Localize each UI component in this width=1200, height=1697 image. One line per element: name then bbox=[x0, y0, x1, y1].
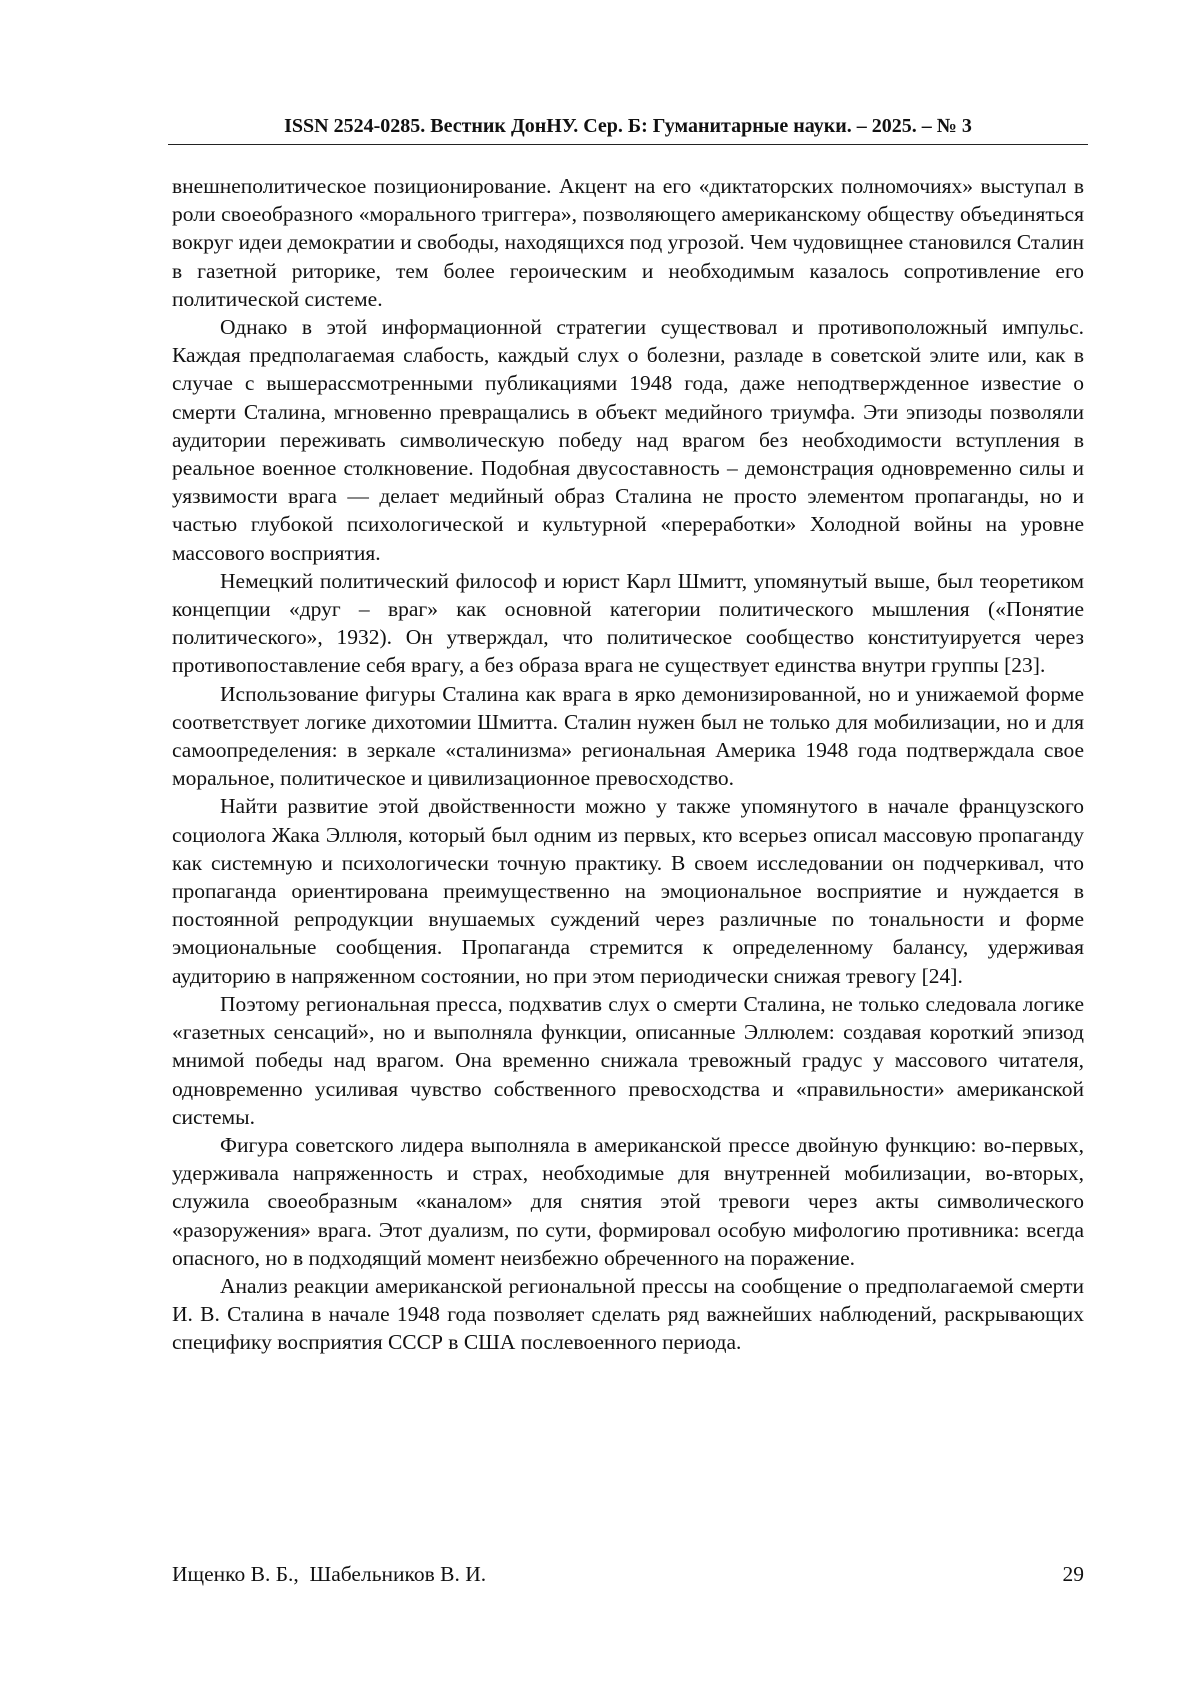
paragraph-1: внешнеполитическое позиционирование. Акцент на его «диктаторских полномочиях» выступал в роли своеобразного «морального триггера», позволяющего американскому обществу объединяться вокруг идеи демократии и свободы, находящихся под угрозой. Чем чудовищнее становился Сталин в газетной риторике, тем более героическим и необходимым казалось сопротивление его политической системе. bbox=[172, 174, 1084, 311]
paragraph-5: Найти развитие этой двойственности можно у также упомянутого в начале французского социолога Жака Эллюля, который был одним из первых, кто всерьез описал массовую пропаганду как системную и психологически точную практику. В своем исследовании он подчеркивал, что пропаганда ориентирована преимущественно на эмоциональное восприятие и нуждается в постоянной репродукции внушаемых суждений через различные по тональности и форме эмоциональные сообщения. Пропаганда стремится к определенному балансу, удерживая аудиторию в напряженном состоянии, но при этом периодически снижая тревогу [24]. bbox=[172, 794, 1084, 988]
page-number: 29 bbox=[1062, 1562, 1084, 1586]
running-header: ISSN 2524-0285. Вестник ДонНУ. Сер. Б: Гуманитарные науки. – 2025. – № 3 bbox=[168, 114, 1088, 145]
paragraph-3: Немецкий политический философ и юрист Карл Шмитт, упомянутый выше, был теоретиком концепции «друг – враг» как основной категории политического мышления («Понятие политического», 1932). Он утверждал, что политическое сообщество конституируется через противопоставление себя врагу, а без образа врага не существует единства внутри группы [23]. bbox=[172, 568, 1084, 678]
paragraph-4: Использование фигуры Сталина как врага в ярко демонизированной, но и унижаемой форме соответствует логике дихотомии Шмитта. Сталин нужен был не только для мобилизации, но и для самоопределения: в зеркале «сталинизма» региональная Америка 1948 года подтверждала свое моральное, политическое и цивилизационное превосходство. bbox=[172, 681, 1084, 791]
paragraph-2: Однако в этой информационной стратегии существовал и противоположный импульс. Каждая предполагаемая слабость, каждый слух о болезни, разладе в советской элите или, как в случае с вышерассмотренными публикациями 1948 года, даже неподтвержденное известие о смерти Сталина, мгновенно превращались в объект медийного триумфа. Эти эпизоды позволяли аудитории переживать символическую победу над врагом без необходимости вступления в реальное военное столкновение. Подобная двусоставность – демонстрация одновременно силы и уязвимости врага — делает медийный образ Сталина не просто элементом пропаганды, но и частью глубокой психологической и культурной «переработки» Холодной войны на уровне массового восприятия. bbox=[172, 315, 1084, 565]
paragraph-7: Фигура советского лидера выполняла в американской прессе двойную функцию: во-первых, удерживала напряженность и страх, необходимые для внутренней мобилизации, во-вторых, служила своеобразным «каналом» для снятия этой тревоги через акты символического «разоружения» врага. Этот дуализм, по сути, формировал особую мифологию противника: всегда опасного, но в подходящий момент неизбежно обреченного на поражение. bbox=[172, 1132, 1084, 1270]
paragraph-6: Поэтому региональная пресса, подхватив слух о смерти Сталина, не только следовала логике «газетных сенсаций», но и выполняла функции, описанные Эллюлем: создавая короткий эпизод мнимой победы над врагом. Она временно снижала тревожный градус у массового читателя, одновременно усиливая чувство собственного превосходства и «правильности» американской системы. bbox=[172, 991, 1084, 1129]
footer-authors: Ищенко В. Б., Шабельников В. И. bbox=[172, 1562, 487, 1586]
article-body bbox=[172, 172, 1084, 1357]
paragraph-8: Анализ реакции американской региональной прессы на сообщение о предполагаемой смерти И. В. Сталина в начале 1948 года позволяет сделать ряд важнейших наблюдений, раскрывающих специфику восприятия СССР в США послевоенного периода. bbox=[172, 1273, 1084, 1355]
